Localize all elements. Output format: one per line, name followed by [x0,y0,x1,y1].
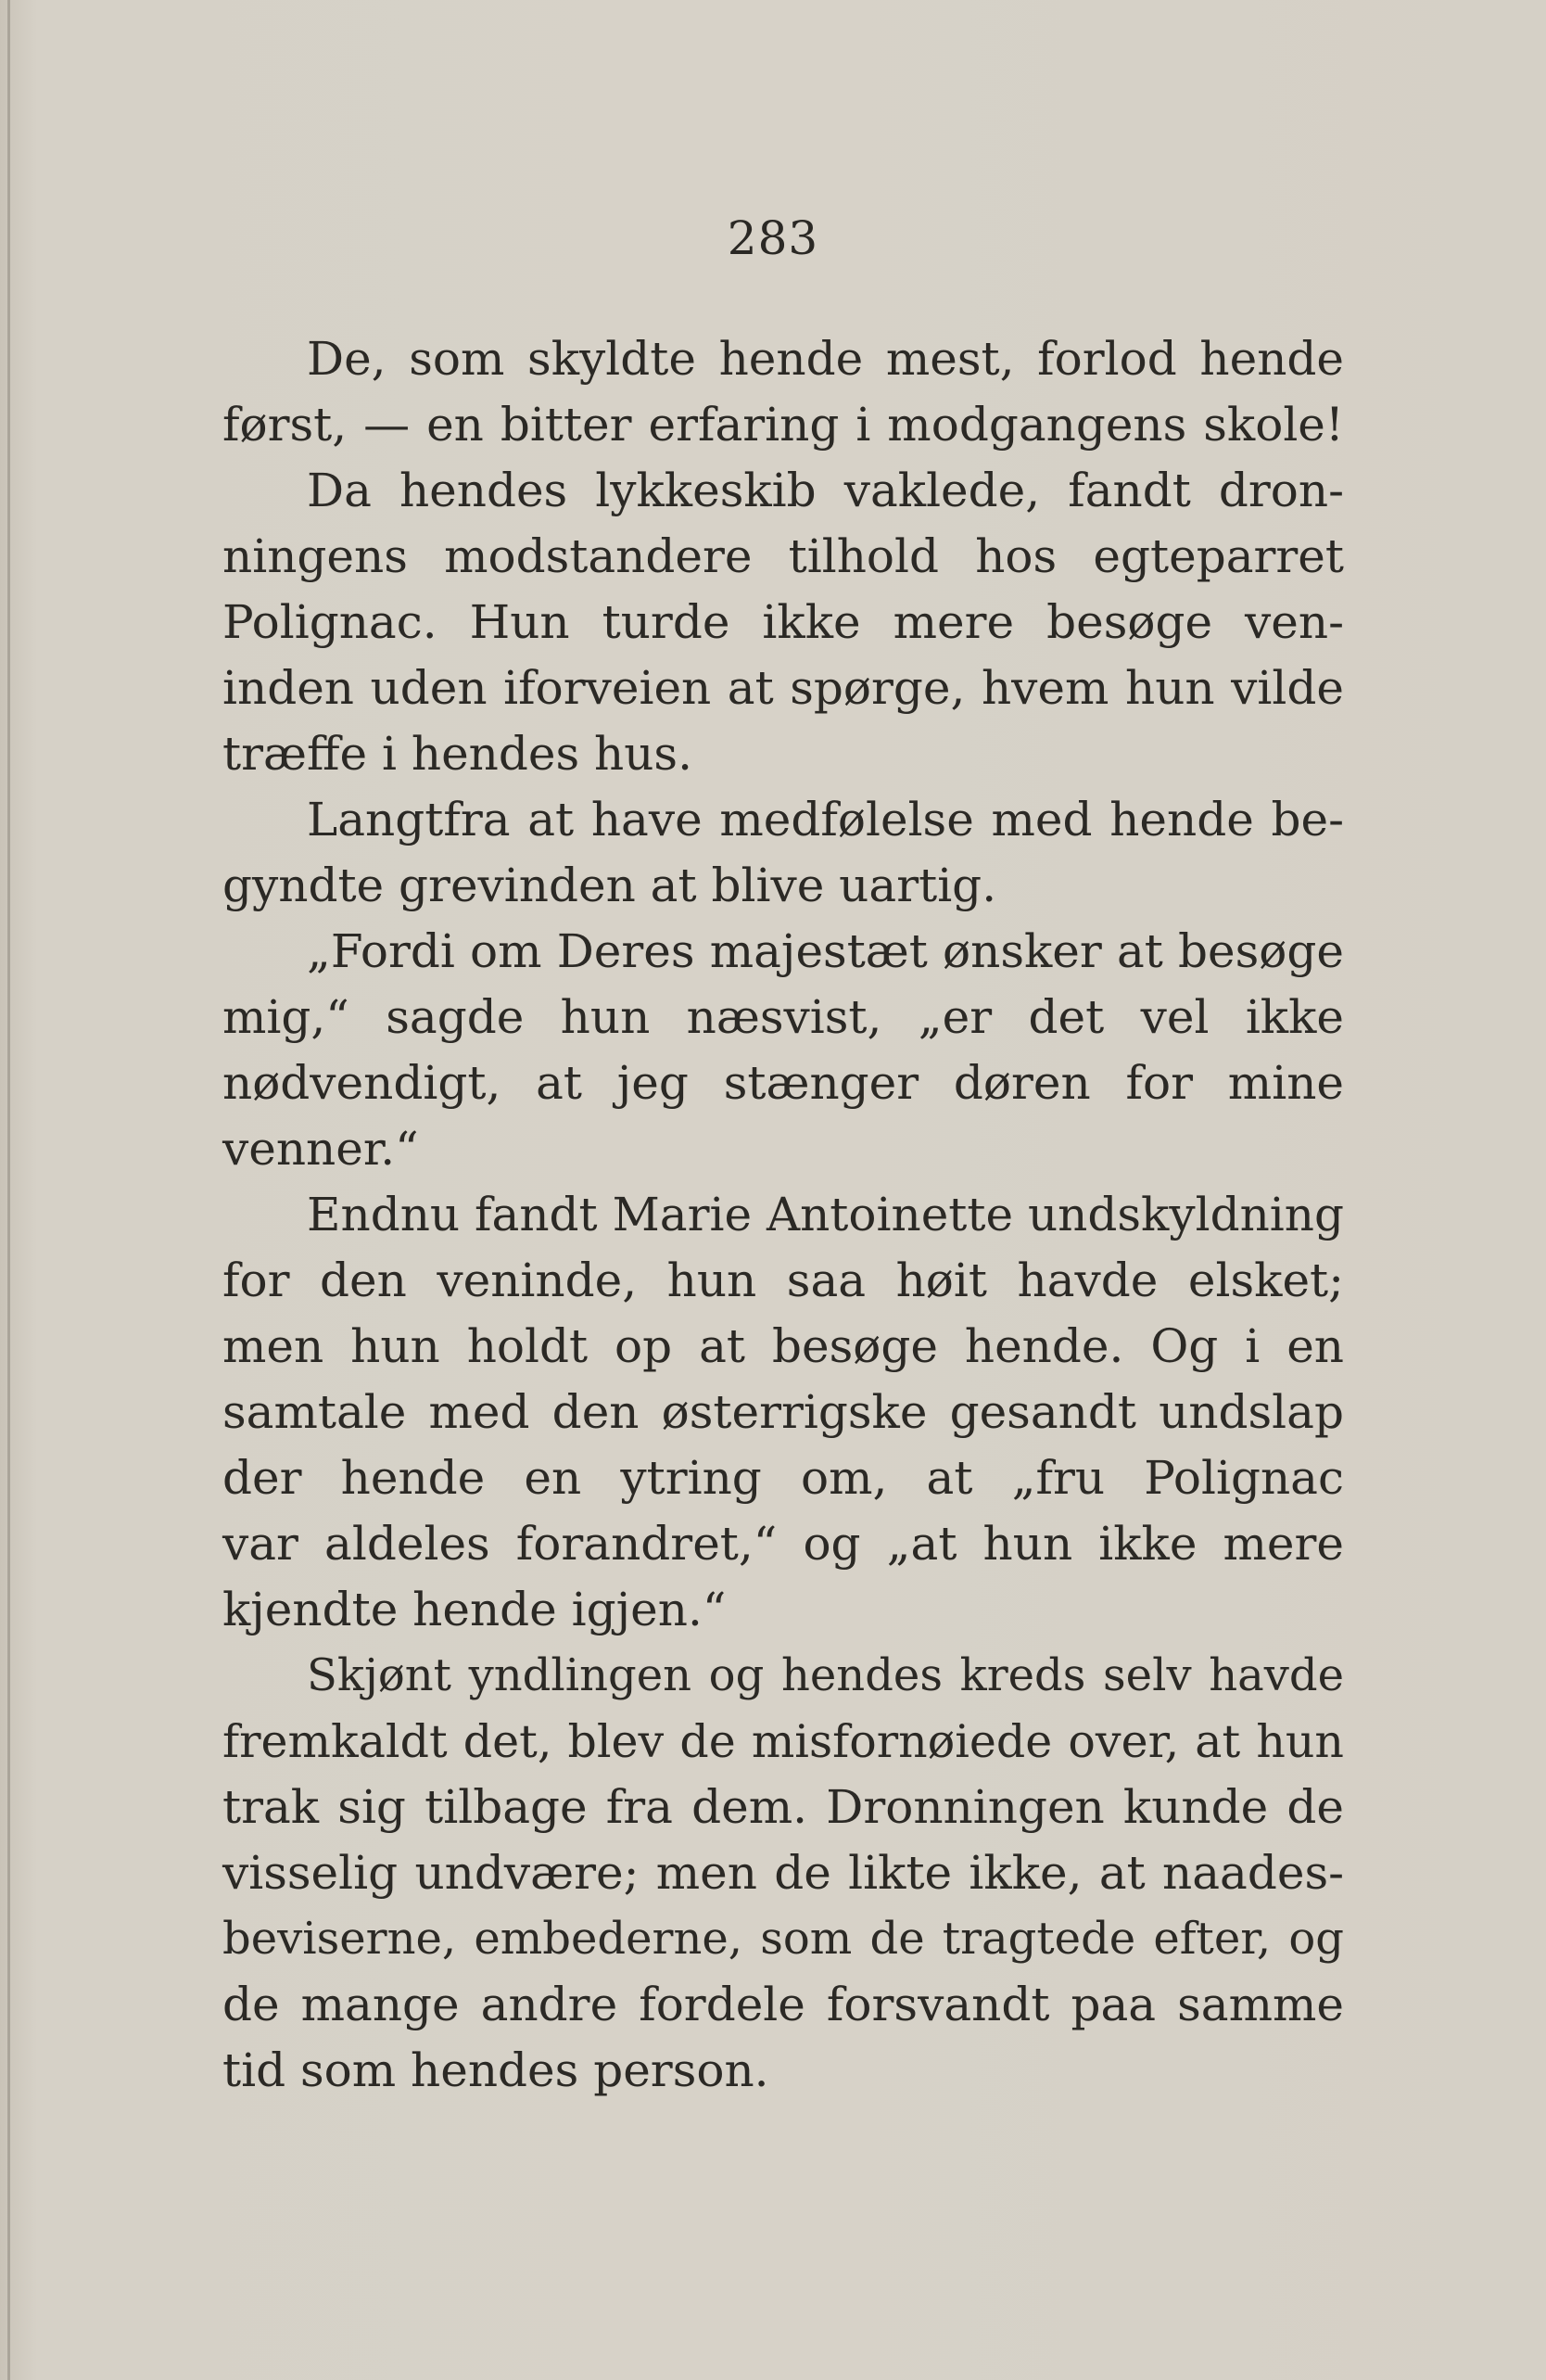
text-line: inden uden iforveien at spørge, hvem hun vilde [222,661,1344,715]
text-line: Polignac. Hun turde ikke mere besøge ven- [222,595,1344,649]
text-line: „Fordi om Deres majestæt ønsker at besøge [307,924,1344,978]
text-line: visselig undvære; men de likte ikke, at naades- [222,1846,1344,1900]
text-line: for den veninde, hun saa høit havde elsket; [222,1254,1344,1307]
text-line: de mange andre fordele forsvandt paa samme [222,1978,1344,2031]
text-line: Langtfra at have medfølelse med hende be- [307,793,1344,846]
text-line: mig,“ sagde hun næsvist, „er det vel ikke [222,990,1344,1044]
text-line: træffe i hendes hus. [222,727,692,781]
text-line: først, — en bitter erfaring i modgangens skole! [222,398,1344,452]
text-line: Da hendes lykkeskib vaklede, fandt dron- [307,464,1344,517]
text-line: Skjønt yndlingen og hendes kreds selv havde [307,1649,1344,1701]
text-line: fremkaldt det, blev de misfornøiede over, at hun [222,1715,1344,1768]
text-line: tid som hendes person. [222,2043,769,2097]
text-line: kjendte hende igjen.“ [222,1583,727,1636]
text-line: nødvendigt, at jeg stænger døren for mine [222,1056,1344,1110]
text-line: gyndte grevinden at blive uartig. [222,859,997,912]
text-line: ningens modstandere tilhold hos egteparret [222,529,1344,583]
body-text [222,326,1344,2104]
text-line: Endnu fandt Marie Antoinette undskyldning [307,1188,1344,1241]
page-number: 283 [727,211,819,265]
binding-edge [7,0,10,2380]
text-line: beviserne, embederne, som de tragtede efter, og [222,1913,1344,1965]
text-line: venner.“ [222,1122,419,1176]
text-line: men hun holdt op at besøge hende. Og i en [222,1319,1344,1373]
text-line: trak sig tilbage fra dem. Dronningen kunde de [222,1780,1344,1834]
text-line: De, som skyldte hende mest, forlod hende [307,332,1344,386]
text-line: der hende en ytring om, at „fru Polignac [222,1451,1344,1505]
text-line: var aldeles forandret,“ og „at hun ikke mere [222,1517,1344,1571]
text-line: samtale med den østerrigske gesandt undslap [222,1385,1344,1439]
